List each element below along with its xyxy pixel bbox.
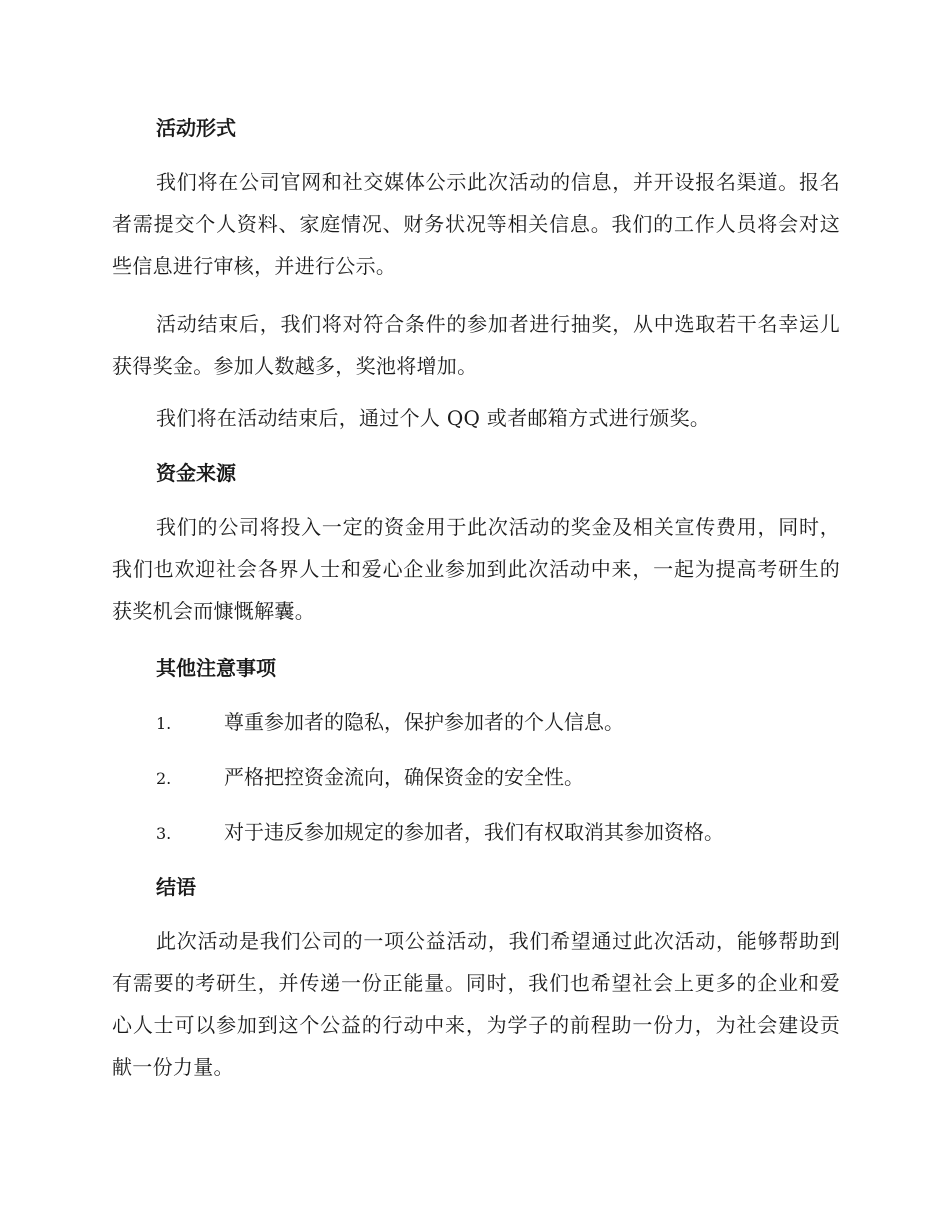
paragraph-form-registration: 我们将在公司官网和社交媒体公示此次活动的信息，并开设报名渠道。报名者需提交个人资料、家庭情况、财务状况等相关信息。我们的工作人员将会对这些信息进行审核，并进行公示。 [112,170,840,278]
section-heading-form: 活动形式 [156,116,236,140]
list-item [156,763,584,793]
list-item-number: 1. [156,714,172,733]
list-item-text: 严格把控资金流向，确保资金的安全性。 [224,765,584,789]
list-item-text: 尊重参加者的隐私，保护参加者的个人信息。 [224,710,624,734]
paragraph-form-award: 我们将在活动结束后，通过个人 QQ 或者邮箱方式进行颁奖。 [156,406,711,430]
paragraph-funding: 我们的公司将投入一定的资金用于此次活动的奖金及相关宣传费用，同时，我们也欢迎社会各界人士和爱心企业参加到此次活动中来，一起为提高考研生的获奖机会而慷慨解囊。 [112,515,840,623]
section-heading-conclusion: 结语 [156,875,196,899]
list-item-number: 2. [156,769,172,788]
list-item-number: 3. [156,824,172,843]
section-heading-notes: 其他注意事项 [156,656,276,680]
list-item [156,708,624,738]
paragraph-form-lottery: 活动结束后，我们将对符合条件的参加者进行抽奖，从中选取若干名幸运儿获得奖金。参加人数越多，奖池将增加。 [112,312,840,378]
list-item-text: 对于违反参加规定的参加者，我们有权取消其参加资格。 [224,820,724,844]
paragraph-conclusion: 此次活动是我们公司的一项公益活动，我们希望通过此次活动，能够帮助到有需要的考研生，并传递一份正能量。同时，我们也希望社会上更多的企业和爱心人士可以参加到这个公益的行动中来，为学子的前程助一份力，为社会建设贡献一份力量。 [112,929,840,1079]
section-heading-funding: 资金来源 [156,461,236,485]
list-item [156,818,724,848]
